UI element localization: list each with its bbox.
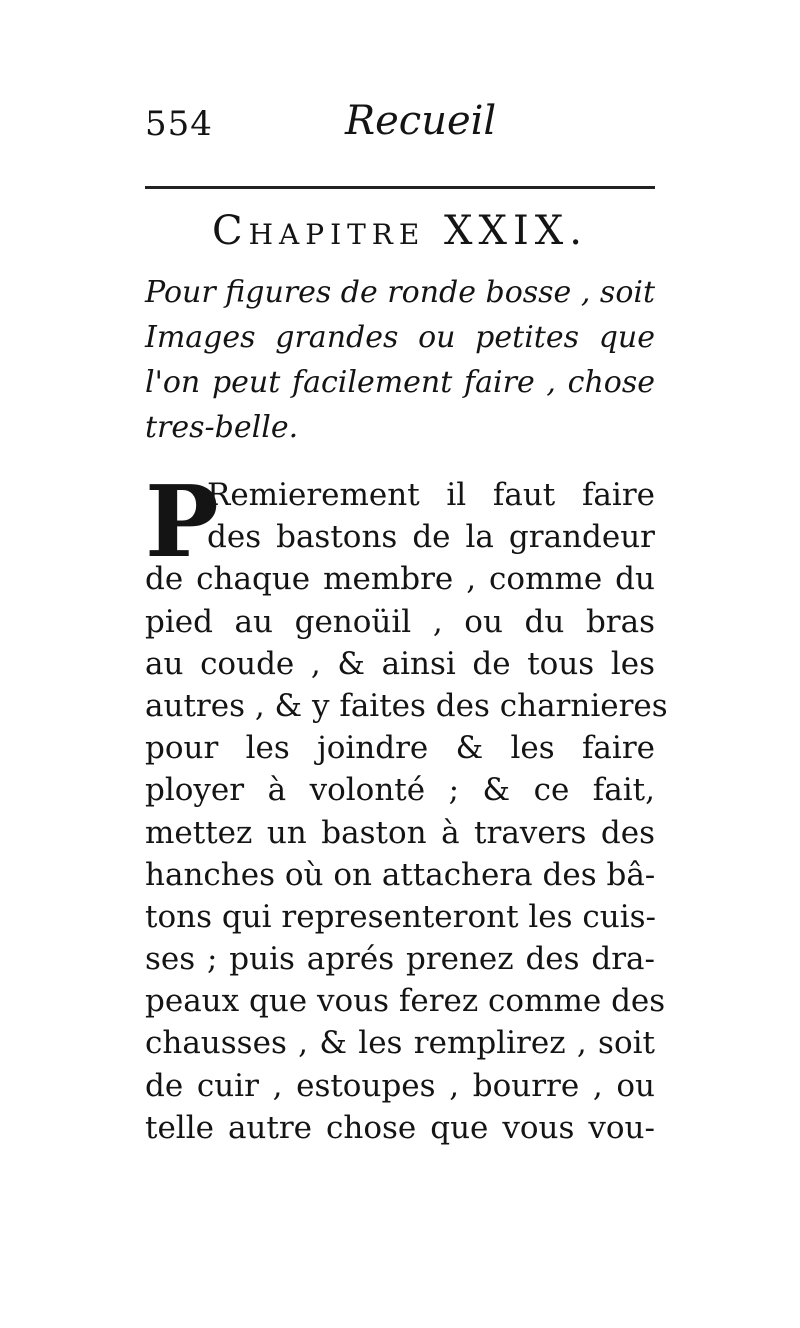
body-line: de cuir , estoupes , bourre , ou xyxy=(145,1067,655,1104)
body-line: ses ; puis aprés prenez des dra- xyxy=(145,941,655,978)
subtitle-line: tres-belle. xyxy=(145,410,299,445)
body-line: peaux que vous ferez comme des xyxy=(145,983,666,1020)
body-line: chausses , & les remplirez , soit xyxy=(145,1025,655,1062)
body-line: ployer à volonté ; & ce fait, xyxy=(145,772,655,809)
body-line: hanches où on attachera des bâ- xyxy=(145,856,656,893)
body-line: mettez un baston à travers des xyxy=(145,814,655,851)
drop-cap: P xyxy=(145,465,219,580)
header-rule xyxy=(145,186,655,189)
body-line: tons qui representeront les cuis- xyxy=(145,898,657,935)
chapter-title: Chapitre XXIX. xyxy=(211,208,588,254)
page-number: 554 xyxy=(145,104,213,144)
body-line: de chaque membre , comme du xyxy=(145,561,655,598)
body-line: pour les joindre & les faire xyxy=(145,730,655,767)
subtitle-line: Pour figures de ronde bosse , soit xyxy=(145,275,656,310)
body-line: au coude , & ainsi de tous les xyxy=(145,645,655,682)
running-title: Recueil xyxy=(345,98,497,144)
body-line: autres , & y faites des charnieres xyxy=(145,687,668,724)
body-paragraph xyxy=(145,465,668,1149)
body-line: telle autre chose que vous vou- xyxy=(145,1109,655,1146)
page-header xyxy=(145,98,655,158)
body-line: des bastons de la grandeur xyxy=(207,519,655,556)
subtitle-line: l'on peut facilement faire , chose xyxy=(145,365,655,400)
chapter-subtitle xyxy=(145,270,655,450)
body-line: Remierement il faut faire xyxy=(207,477,655,513)
body-line: pied au genoüil , ou du bras xyxy=(145,603,655,640)
subtitle-line: Images grandes ou petites que xyxy=(145,320,655,355)
